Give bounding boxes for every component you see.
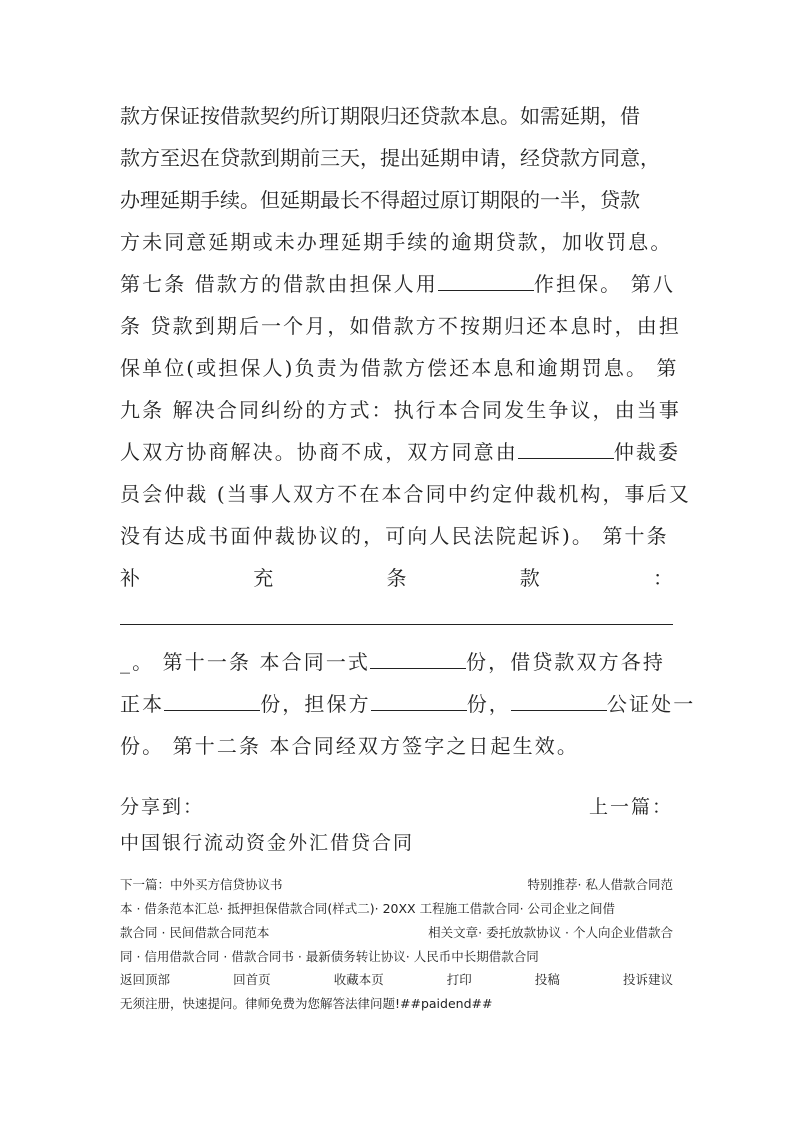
related-links[interactable]: 同 · 信用借款合同 · 借款合同书 · 最新债务转让协议· 人民币中长期借款合同 bbox=[120, 949, 539, 964]
body-line-15 bbox=[120, 734, 673, 758]
related-links[interactable]: 相关文章· 委托放款协议 · 个人向企业借款合 bbox=[428, 925, 673, 940]
body-text: 补 bbox=[120, 566, 140, 590]
body-line-1 bbox=[120, 104, 673, 128]
body-line-12 bbox=[120, 566, 673, 590]
body-text: 份，借贷款双方各持 bbox=[466, 650, 665, 674]
footer-line-4 bbox=[120, 949, 673, 965]
body-text: 款方保证按借款契约所订期限归还贷款本息。如需延期，借 bbox=[120, 104, 640, 128]
prev-article-link[interactable]: 中国银行流动资金外汇借贷合同 bbox=[120, 832, 415, 854]
submit-link[interactable]: 投稿 bbox=[534, 972, 560, 987]
body-line-3 bbox=[120, 188, 673, 212]
body-text: 充 bbox=[253, 566, 274, 590]
body-line-5 bbox=[120, 272, 673, 296]
body-text: 份， bbox=[466, 692, 511, 716]
body-text: 作担保。 第八 bbox=[533, 272, 675, 296]
fill-blank[interactable] bbox=[511, 692, 607, 711]
body-text: 正本 bbox=[120, 692, 165, 716]
recommended-links[interactable]: 特别推荐· 私人借款合同范 bbox=[527, 877, 673, 892]
body-text: 员会仲裁 (当事人双方不在本合同中约定仲裁机构，事后又 bbox=[120, 482, 691, 506]
fill-blank[interactable] bbox=[518, 440, 614, 459]
body-line-11 bbox=[120, 524, 673, 548]
body-line-14 bbox=[120, 692, 696, 716]
body-text: 人双方协商解决。协商不成，双方同意由 bbox=[120, 440, 518, 464]
body-text: 条 贷款到期后一个月，如借款方不按期归还本息时，由担 bbox=[120, 314, 681, 338]
footer-line-2 bbox=[120, 901, 673, 917]
body-text: 份，担保方 bbox=[260, 692, 371, 716]
bookmark-link[interactable]: 收藏本页 bbox=[333, 972, 384, 987]
print-link[interactable]: 打印 bbox=[446, 972, 472, 987]
recommended-links[interactable]: 本 · 借条范本汇总· 抵押担保借款合同(样式二)· 20XX 工程施工借款合同· 公司企业之间借 bbox=[120, 901, 616, 916]
footer-line-3 bbox=[120, 925, 673, 941]
body-text: 仲裁委 bbox=[613, 440, 681, 464]
body-text: _。 第十一条 本合同一式 bbox=[120, 650, 371, 674]
body-line-6 bbox=[120, 314, 681, 338]
body-text: 第七条 借款方的借款由担保人用 bbox=[120, 272, 438, 296]
footer-nav bbox=[120, 972, 673, 988]
back-to-top-link[interactable]: 返回顶部 bbox=[120, 972, 171, 987]
prev-article-label: 上一篇： bbox=[588, 796, 673, 818]
body-line-7 bbox=[120, 356, 679, 380]
fill-blank-full-line[interactable] bbox=[120, 624, 673, 625]
body-text: 款 bbox=[519, 566, 540, 590]
body-line-4 bbox=[120, 230, 673, 254]
recommended-links[interactable]: 款合同 · 民间借款合同范本 bbox=[120, 925, 270, 940]
footer-line-1 bbox=[120, 877, 673, 893]
body-line-9 bbox=[120, 440, 681, 464]
body-text: 条 bbox=[386, 566, 407, 590]
body-line-8 bbox=[120, 398, 681, 422]
share-label: 分享到： bbox=[120, 796, 205, 818]
body-text: 没有达成书面仲裁协议的，可向人民法院起诉)。 第十条 bbox=[120, 524, 669, 548]
body-text: ： bbox=[653, 566, 673, 590]
body-text: 款方至迟在贷款到期前三天，提出延期申请，经贷款方同意， bbox=[120, 146, 660, 170]
body-text: 办理延期手续。但延期最长不得超过原订期限的一半，贷款 bbox=[120, 188, 640, 212]
body-text: 公证处一 bbox=[606, 692, 696, 716]
body-text: 保单位(或担保人)负责为借款方偿还本息和逾期罚息。 第 bbox=[120, 356, 679, 380]
fill-blank[interactable] bbox=[438, 272, 534, 291]
footer-line-last bbox=[120, 996, 673, 1012]
body-line-2 bbox=[120, 146, 673, 170]
complaint-link[interactable]: 投诉建议 bbox=[622, 972, 673, 987]
fill-blank[interactable] bbox=[164, 692, 260, 711]
body-text: 九条 解决合同纠纷的方式：执行本合同发生争议，由当事 bbox=[120, 398, 681, 422]
body-text: 方未同意延期或未办理延期手续的逾期贷款，加收罚息。 bbox=[120, 230, 673, 254]
next-article-link[interactable]: 下一篇：中外买方信贷协议书 bbox=[120, 877, 283, 892]
body-text: 份。 第十二条 本合同经双方签字之日起生效。 bbox=[120, 734, 579, 758]
body-line-10 bbox=[120, 482, 691, 506]
fill-blank[interactable] bbox=[371, 692, 467, 711]
fill-blank[interactable] bbox=[370, 650, 466, 669]
footer-note: 无须注册，快速提问。律师免费为您解答法律问题!##paidend## bbox=[120, 996, 493, 1011]
home-link[interactable]: 回首页 bbox=[233, 972, 271, 987]
body-line-13 bbox=[120, 650, 673, 674]
